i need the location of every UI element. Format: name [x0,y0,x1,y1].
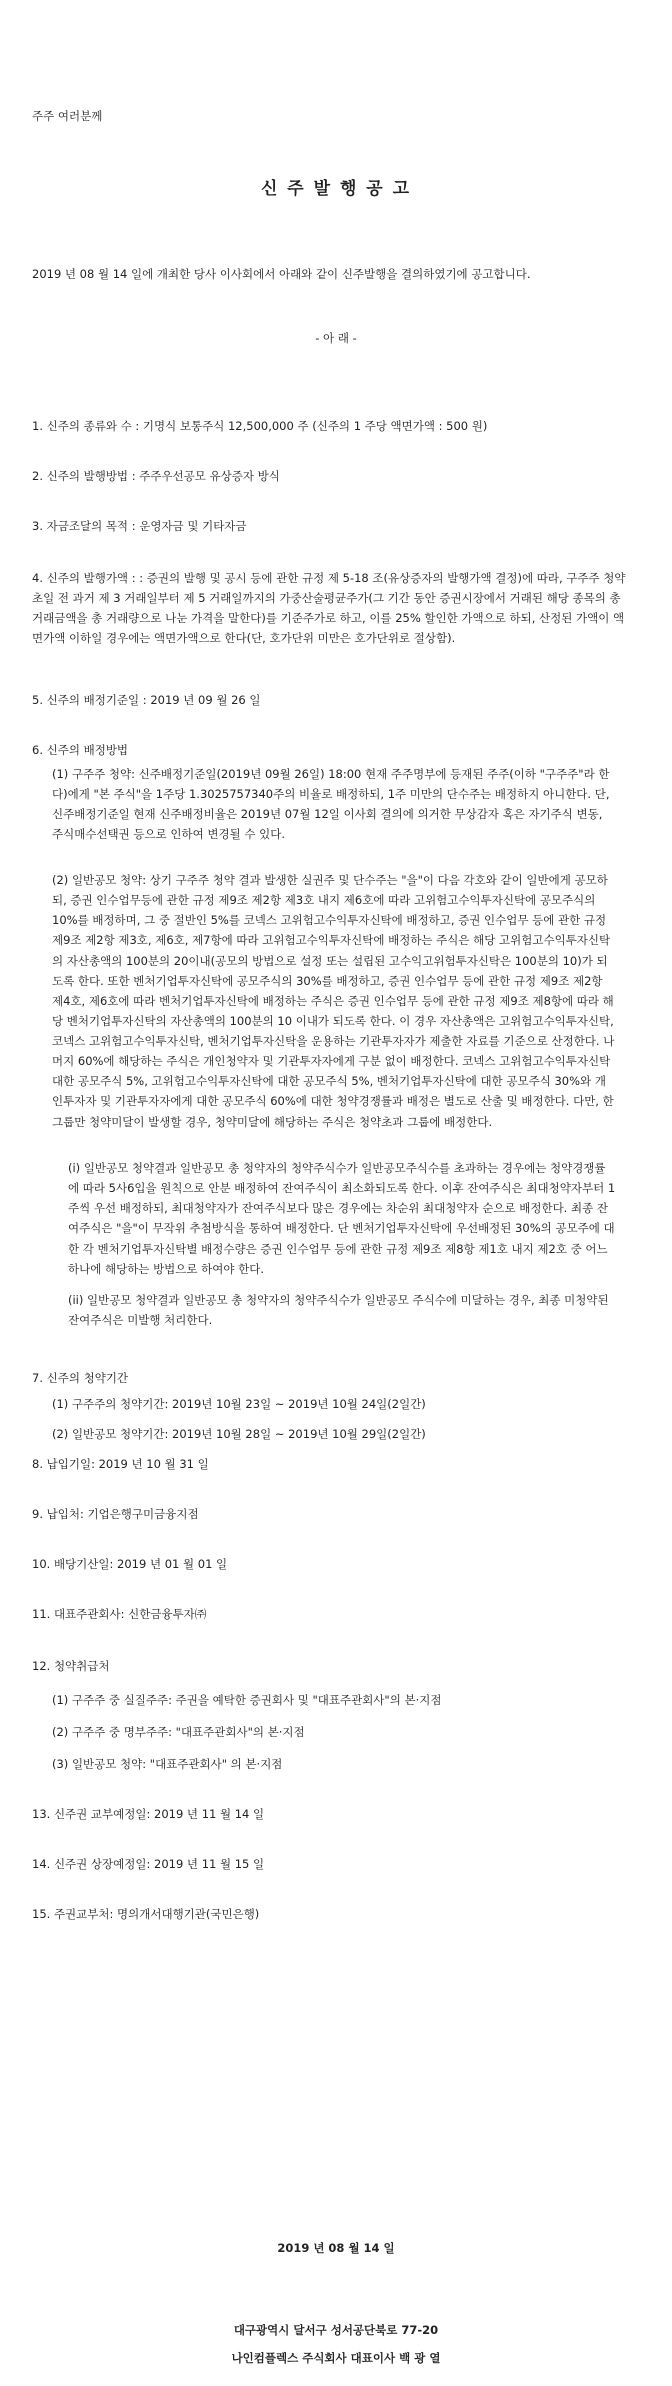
item-listing-date: 14. 신주권 상장예정일: 2019 년 11 월 15 일 [32,1857,265,1871]
item-issue-method: 2. 신주의 발행방법 : 주주우선공모 유상증자 방식 [32,469,280,483]
item-dividend-date: 10. 배당기산일: 2019 년 01 월 01 일 [32,1557,228,1571]
item-subscription-period: 7. 신주의 청약기간 [32,1371,129,1385]
item-allocation-heading: 6. 신주의 배정방법 [32,743,129,757]
item-payment-place: 9. 납입처: 기업은행구미금융지점 [32,1507,199,1521]
allocation-shortfall-rule: (ii) 일반공모 청약결과 일반공모 총 청약자의 청약주식수가 일반공모 주식수에 미달하는 경우, 최종 미청약된 잔여주식은 미발행 처리한다. [68,1293,609,1328]
below-marker: - 아 래 - [315,331,357,345]
subscription-public-period: (2) 일반공모 청약기간: 2019년 10월 28일 ~ 2019년 10월 29일(2일간) [52,1427,426,1441]
item-subscription-office: 12. 청약취급처 [32,1659,110,1673]
item-payment-date: 8. 납입기일: 2019 년 10 월 31 일 [32,1457,209,1471]
item-delivery-date: 13. 신주권 교부예정일: 2019 년 11 월 14 일 [32,1807,265,1821]
item-share-type: 1. 신주의 종류와 수 : 기명식 보통주식 12,500,000 주 (신주의 1 주당 액면가액 : 500 원) [32,419,488,433]
notice-date: 2019 년 08 월 14 일 [277,2241,395,2255]
notice-title: 신 주 발 행 공 고 [260,179,412,199]
company-address: 대구광역시 달서구 성서공단북로 77-20 [233,2323,439,2337]
company-signature: 나인컴플렉스 주식회사 대표이사 백 광 열 [231,2351,441,2365]
allocation-excess-rule: (i) 일반공모 청약결과 일반공모 총 청약자의 청약주식수가 일반공모주식수를 초과하는 경우에는 청약경쟁률에 따라 5사6입을 원칙으로 안분 배정하여 잔여주식이 최소화되도록 한다. 이후 잔여주식은 최대청약자부터 1주씩 우선 배정하되, 최대청약자가 잔여주식보다 많은 경우에는 차순위 최대청약자 순으로 배정한다. 최종 잔여주식은 "을"이 무작위 추첨방식을 통하여 배정한다. 단 벤처기업투자신탁에 우선배정된 30%의 공모주에 대한 각 벤처기업투자신탁별 배정수량은 증권 인수업무 등에 관한 규정 제9조 제8항 제1호 내지 제2호 중 어느 하나에 해당하는 방법으로 하여야 한다. [68,1161,616,1276]
item-transfer-agent: 15. 주권교부처: 명의개서대행기관(국민은행) [32,1907,260,1921]
item-issue-price: 4. 신주의 발행가액 : : 증권의 발행 및 공시 등에 관한 규정 제 5-18 조(유상증자의 발행가액 결정)에 따라, 구주주 청약초일 전 과거 제 3 거래일부터 제 5 거래일까지의 가중산술평균주가(그 기간 동안 증권시장에서 거래된 해당 종목의 총 거래금액을 총 거래량으로 나눈 가격을 말한다)를 기준주가로 하고, 이를 25% 할인한 가액으로 하되, 산정된 가액이 액면가액 이하일 경우에는 액면가액으로 한다(단, 호가단위 미만은 호가단위로 절상함). [32,571,626,646]
item-purpose: 3. 자금조달의 목적 : 운영자금 및 기타자금 [32,519,247,533]
allocation-public-offering: (2) 일반공모 청약: 상기 구주주 청약 결과 발생한 실권주 및 단수주는 "을"이 다음 각호와 같이 일반에게 공모하되, 증권 인수업무등에 관한 규정 제9조 제2항 제3호 내지 제6호에 따라 고위험고수익투자신탁에 공모주식의 10%를 배정하며, 그 중 절반인 5%를 코넥스 고위험고수익투자신탁에 배정하고, 증권 인수업무 등에 관한 규정 제9조 제2항 제3호, 제6호, 제7항에 따라 고위험고수익투자신탁에 배정하는 주식은 해당 고위험고수익투자신탁의 자산총액의 100분의 20이내(공모의 방법으로 설정 또는 설립된 고수익고위험투자신탁은 100분의 10)가 되도록 한다. 또한 벤처기업투자신탁에 공모주식의 30%를 배정하고, 증권 인수업무 등에 관한 규정 제9조 제2항 제4호, 제6호에 따라 벤처기업투자신탁에 배정하는 주식은 증권 인수업무 등에 관한 규정 제9조 제8항에 따라 해당 벤처기업투자신탁의 자산총액의 100분의 10 이내가 되도록 한다. 이 경우 자산총액은 고위험고수익투자신탁, 코넥스 고위험고수익투자신탁, 벤처기업투자신탁을 운용하는 기관투자자가 제출한 자료를 기준으로 산정한다. 나머지 60%에 해당하는 주식은 개인청약자 및 기관투자자에게 구분 없이 배정한다. 코넥스 고위험고수익투자신탁 대한 공모주식 5%, 고위험고수익투자신탁에 대한 공모주식 5%, 벤처기업투자신탁에 대한 공모주식 30%와 개인투자자 및 기관투자자에게 대한 공모주식 60%에 대한 청약경쟁률과 배정은 별도로 산출 및 배정한다. 다만, 한 그룹만 청약미달이 발생할 경우, 청약미달에 해당하는 주식은 청약초과 그룹에 배정한다. [52,873,615,1129]
item-record-date: 5. 신주의 배정기준일 : 2019 년 09 월 26 일 [32,693,261,707]
allocation-existing-shareholders: (1) 구주주 청약: 신주배정기준일(2019년 09월 26일) 18:00 현재 주주명부에 등재된 주주(이하 "구주주"라 한다)에게 "본 주식"을 1주당 1.3025757340주의 비율로 배정하되, 1주 미만의 단수주는 배정하지 아니한다. 단, 신주배정기준일 현재 신주배정비율은 2019년 07월 12일 이사회 결의에 의거한 무상감자 혹은 자기주식 변동, 주식매수선택권 등으로 인하여 변경될 수 있다. [52,767,610,842]
office-public-offering: (3) 일반공모 청약: "대표주관회사" 의 본·지점 [52,1757,283,1771]
subscription-existing-period: (1) 구주주의 청약기간: 2019년 10월 23일 ~ 2019년 10월 24일(2일간) [52,1397,426,1411]
office-registered-holders: (2) 구주주 중 명부주주: "대표주관회사"의 본·지점 [52,1725,305,1739]
salutation: 주주 여러분께 [32,109,103,123]
intro-paragraph: 2019 년 08 월 14 일에 개최한 당사 이사회에서 아래와 같이 신주발행을 결의하였기에 공고합니다. [32,267,531,281]
item-lead-manager: 11. 대표주관회사: 신한금융투자㈜ [32,1607,207,1621]
office-beneficial-holders: (1) 구주주 중 실질주주: 주권을 예탁한 증권회사 및 "대표주관회사"의 본·지점 [52,1693,442,1707]
